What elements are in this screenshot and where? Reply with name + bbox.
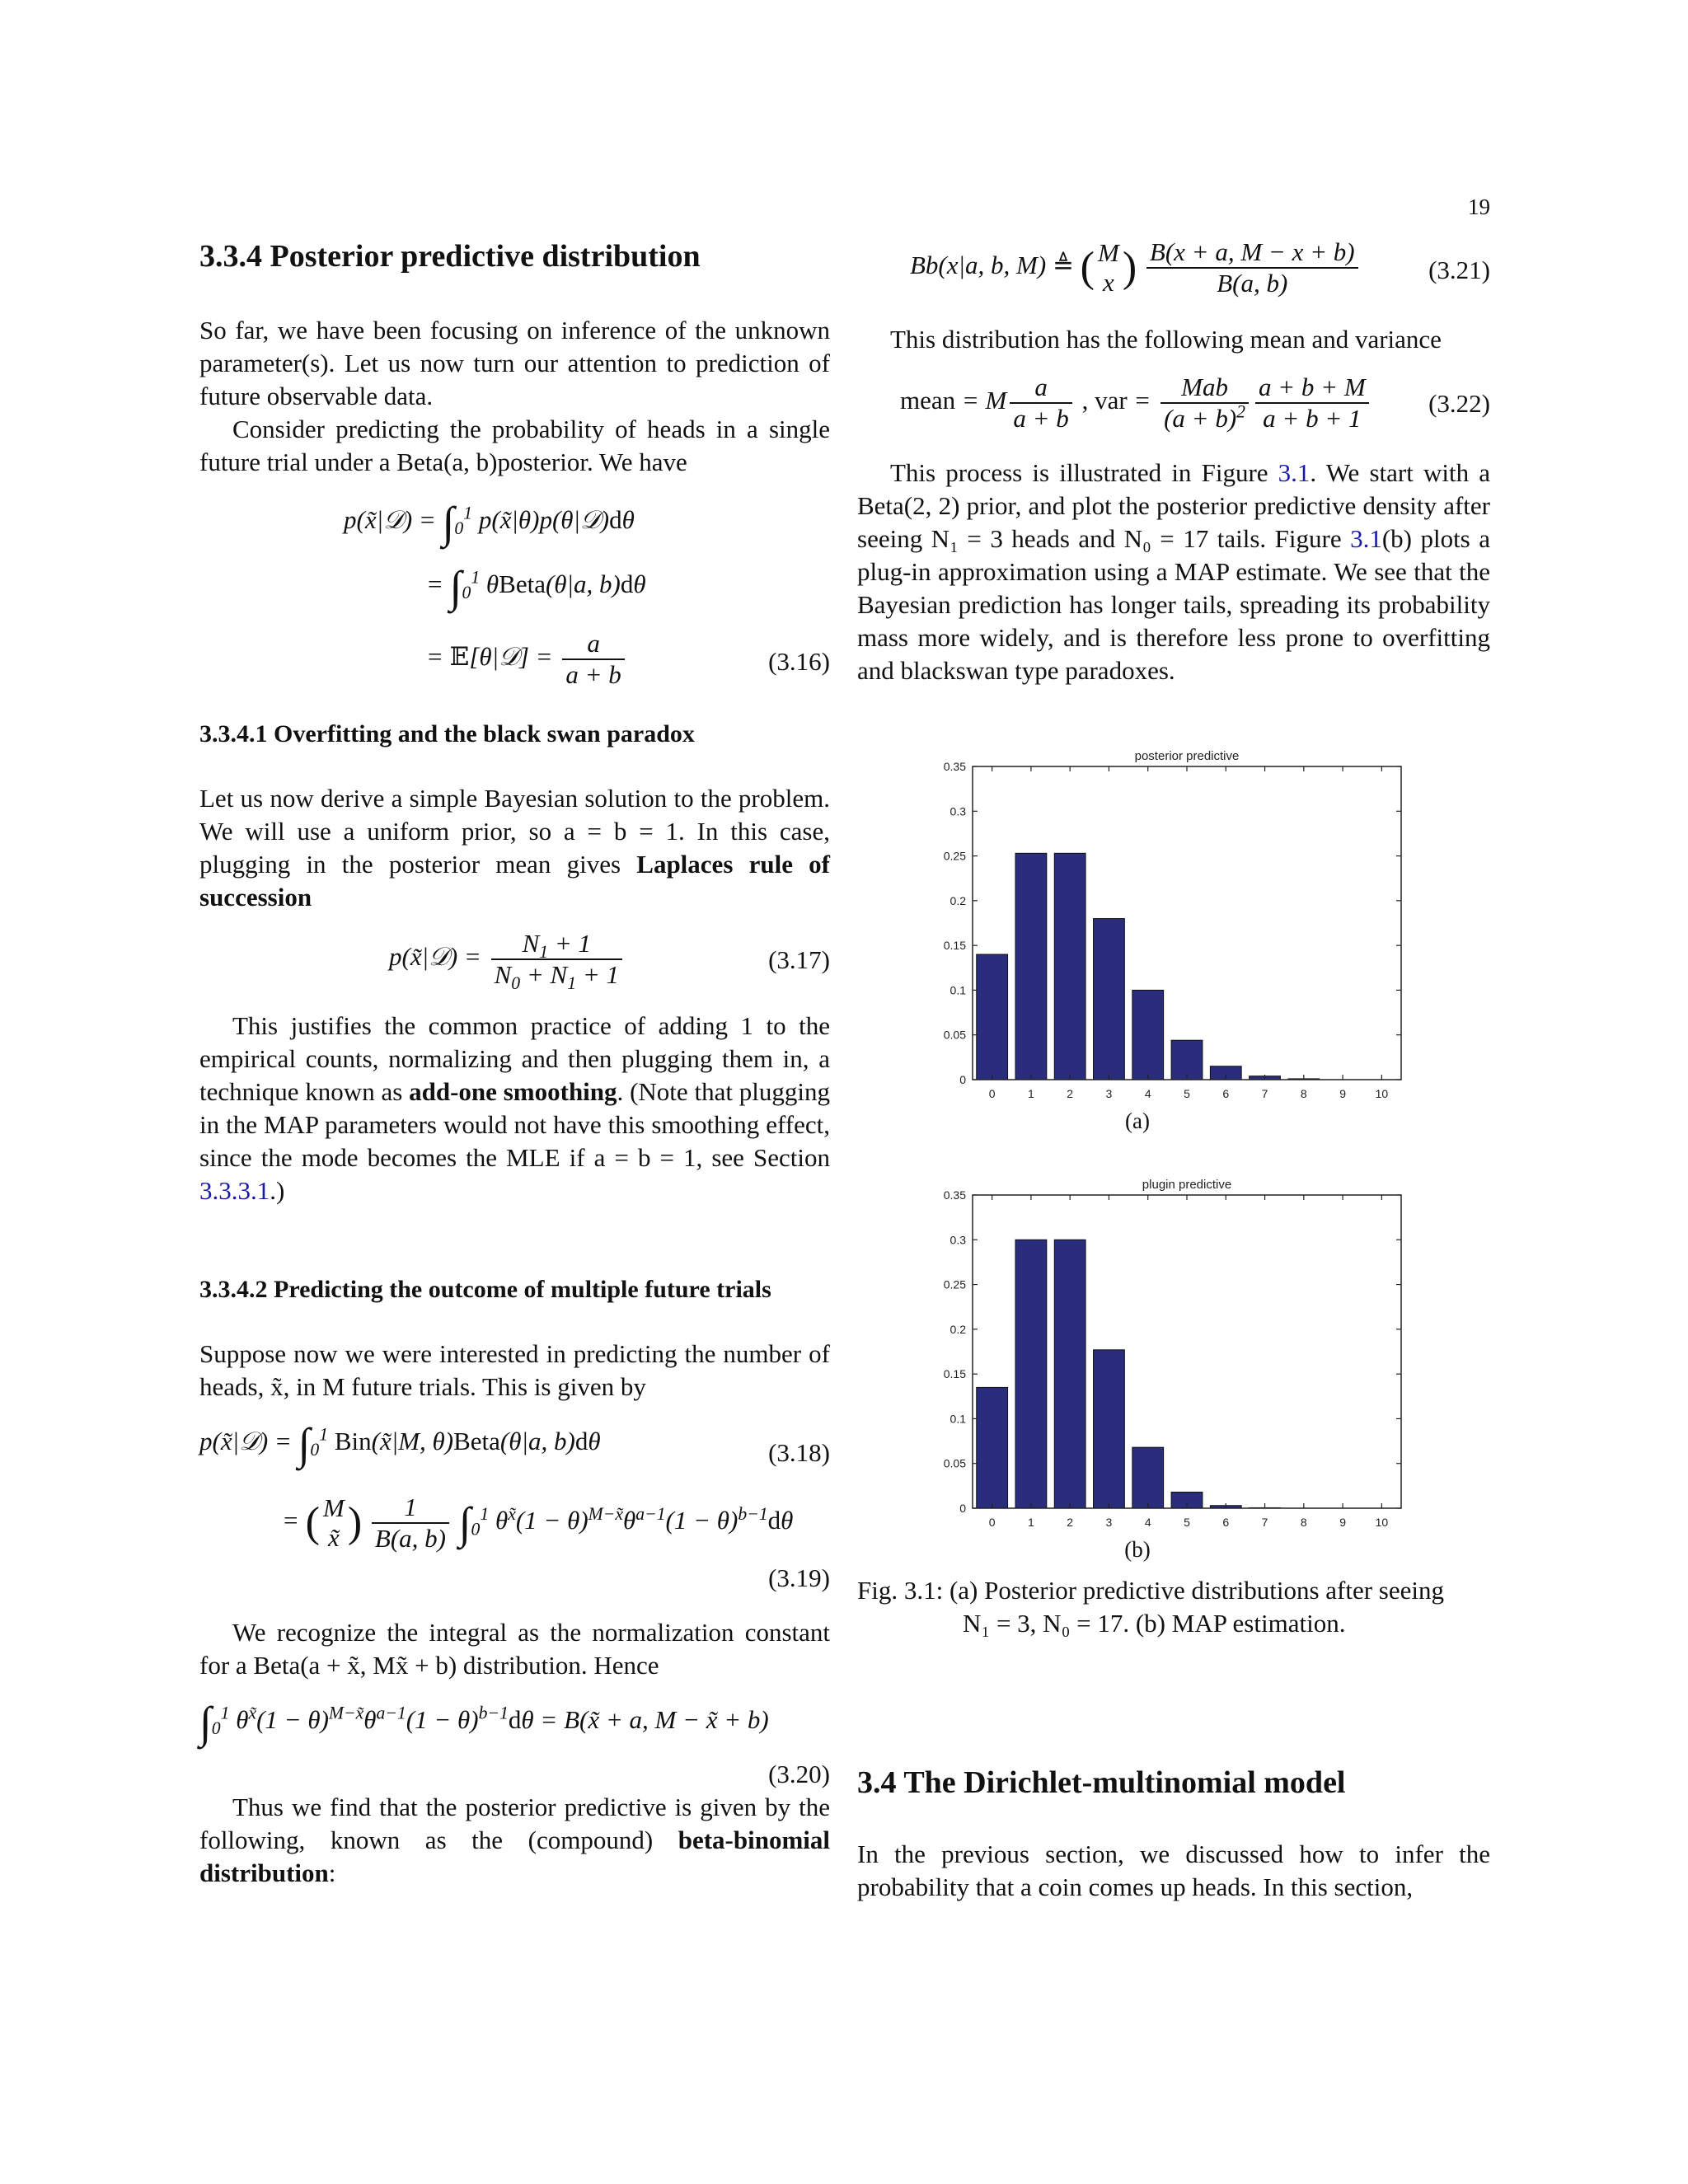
right-column — [857, 223, 1490, 1904]
y-tick-label: 0 — [959, 1073, 966, 1086]
figure-caption: Fig. 3.1: (a) Posterior predictive distributions after seeing N₁ = 3, N₀ = 17. (b) MAP estimation. — [857, 1576, 1444, 1638]
x-tick-label: 5 — [1184, 1087, 1190, 1100]
x-tick-label: 0 — [988, 1087, 996, 1100]
equation-3-22: mean = M $\frac{a}{a + b}$ , var = $\frac{\text{Mab}}{(a + b)^2}$ $\frac{a + b + M}{a + b + 1}$ (3.22) — [900, 373, 1490, 433]
subsection-title: 3.3.4.1 Overfitting and the black swan paradox — [199, 720, 695, 748]
x-tick-label: 5 — [1184, 1516, 1190, 1529]
paragraph: Let us now derive a simple Bayesian solution to the problem. We will use a uniform prior, so a = b = 1. In this case, plugging in the posterior mean gives Laplaces rule of succession — [199, 784, 830, 912]
bar — [977, 1387, 1008, 1508]
x-tick-label: 10 — [1375, 1516, 1389, 1529]
figure-link[interactable]: 3.1 — [1278, 458, 1311, 487]
bar — [1171, 1040, 1203, 1080]
y-tick-label: 0.15 — [943, 1367, 966, 1381]
paragraph: We recognize the integral as the normalization constant for a Beta(a + x̃, Mx̃ + b) distribution. Hence — [199, 1618, 830, 1680]
x-tick-label: 9 — [1339, 1516, 1346, 1529]
x-tick-label: 6 — [1222, 1516, 1230, 1529]
bar — [1054, 1240, 1085, 1508]
equation-number: (3.21) — [1428, 255, 1490, 284]
left-column — [199, 223, 830, 1890]
x-tick-label: 8 — [1300, 1516, 1307, 1529]
paragraph: Consider predicting the probability of heads in a single future trial under a Beta(a, b)posterior. We have — [199, 415, 830, 476]
paragraph: Thus we find that the posterior predictive is given by the following, known as the (compound) beta-binomial distribution: — [199, 1793, 830, 1887]
paragraph: This justifies the common practice of adding 1 to the empirical counts, normalizing and then plugging them in, a technique known as add-one smoothing. (Note that plugging in the MAP parameters would not have this smoothing effect, since the mode becomes the MLE if a = b = 1, see Section 3.3.3.1.) — [199, 1011, 831, 1205]
section-link[interactable]: 3.3.3.1 — [199, 1176, 270, 1205]
y-tick-label: 0.35 — [943, 760, 966, 773]
chart-posterior-predictive — [857, 717, 1418, 1113]
y-tick-label: 0.3 — [950, 1233, 966, 1247]
y-tick-label: 0.2 — [950, 893, 966, 907]
y-tick-label: 0 — [959, 1502, 966, 1515]
x-tick-label: 10 — [1375, 1087, 1389, 1100]
x-tick-label: 4 — [1144, 1087, 1151, 1100]
equation-number: (3.16) — [768, 647, 830, 676]
equation-number: (3.19) — [768, 1563, 830, 1592]
equation-3-21: Bb(x|a, b, M) ≜ ( M x ) $\frac{B(x + a, M - x + b)}{B(a, b)}$ (3.21) — [910, 237, 1490, 298]
equation-3-17: p(x̃|𝒟) = $\frac{N_1 + 1}{N_0 + N_1 + 1}$ (3.17) — [389, 929, 830, 994]
paragraph: This process is illustrated in Figure 3.1. We start with a Beta(2, 2) prior, and plot the posterior predictive density after seeing N₁ = 3 heads and N₀ = 17 tails. Figure 3.1(b) plots a plug-in approximation using a MAP estimate. We see that the Bayesian prediction has longer tails, spreading its probability mass more widely, and is therefore less prone to overfitting and blackswan type paradoxes. — [857, 458, 1490, 685]
x-tick-label: 6 — [1222, 1087, 1230, 1100]
bar — [1015, 853, 1047, 1080]
bar — [1094, 1350, 1125, 1508]
x-tick-label: 8 — [1300, 1087, 1307, 1100]
section-title: 3.3.4 Posterior predictive distribution — [199, 239, 701, 274]
equation-number: (3.20) — [768, 1760, 830, 1788]
equation-number: (3.17) — [768, 945, 830, 974]
equation-number: (3.22) — [1428, 389, 1490, 418]
bar — [1094, 919, 1125, 1080]
y-tick-label: 0.05 — [943, 1456, 966, 1470]
y-tick-label: 0.35 — [943, 1188, 966, 1202]
figure-link[interactable]: 3.1 — [1350, 524, 1382, 553]
y-tick-label: 0.25 — [943, 1277, 966, 1291]
x-tick-label: 2 — [1067, 1087, 1074, 1100]
chart-title: posterior predictive — [1134, 749, 1240, 763]
chart-title: plugin predictive — [1142, 1178, 1232, 1192]
panel-label-b: (b) — [1124, 1537, 1151, 1562]
subsection-title: 3.3.4.2 Predicting the outcome of multiple future trials — [199, 1276, 771, 1303]
x-tick-label: 0 — [988, 1516, 996, 1529]
panel-label-a: (a) — [1125, 1108, 1150, 1133]
paragraph: Suppose now we were interested in predicting the number of heads, x̃, in M future trials. This is given by — [199, 1339, 830, 1401]
x-tick-label: 7 — [1261, 1087, 1268, 1100]
equation-3-16: p(x̃|𝒟) = $\int_0^1$ p(x̃|θ)p(θ|𝒟)dθ = $\int_0^1$ θBeta(θ|a, b)dθ = 𝔼[θ|𝒟] = $\frac{a}{a + b}$ (3.16) — [344, 497, 830, 689]
y-tick-label: 0.05 — [943, 1028, 966, 1042]
chart-plugin-predictive — [857, 1146, 1418, 1541]
section-title: 3.4 The Dirichlet-multinomial model — [857, 1765, 1346, 1800]
bar — [1015, 1240, 1047, 1508]
y-tick-label: 0.25 — [943, 849, 966, 863]
x-tick-label: 9 — [1339, 1087, 1346, 1100]
y-tick-label: 0.2 — [950, 1322, 966, 1336]
equation-3-18-3-19: p(x̃|𝒟) = $\int_0^1$ Bin(x̃|M, θ)Beta(θ|a, b)dθ (3.18) = ( M x̃ ) $\frac{1}{B(a, b)}$ $\int_0^1$ $\theta^{x̃}(1 - \theta)^{M-x̃}\theta^{a-1}(1 - \theta)^{b-1}d\theta$ (3.19) — [199, 1420, 830, 1610]
x-tick-label: 4 — [1144, 1516, 1151, 1529]
paragraph: This distribution has the following mean and variance — [890, 325, 1442, 354]
y-tick-label: 0.15 — [943, 939, 966, 953]
equation-3-20: $\int_0^1$ $\theta^{x̃}(1 - \theta)^{M-x̃}\theta^{a-1}(1 - \theta)^{b-1}d\theta$ = B(x̃ + a, M − x̃ + b) (3.20) — [199, 1699, 830, 1791]
x-tick-label: 1 — [1028, 1087, 1034, 1100]
bar — [1132, 1447, 1164, 1508]
bar — [1132, 990, 1164, 1080]
figure-3-1 — [857, 717, 1490, 1640]
bar — [977, 954, 1008, 1080]
bar — [1054, 853, 1085, 1080]
x-tick-label: 3 — [1105, 1087, 1113, 1100]
y-tick-label: 0.1 — [950, 983, 966, 997]
equation-number: (3.18) — [768, 1438, 830, 1467]
paragraph: So far, we have been focusing on inference of the unknown parameter(s). Let us now turn our attention to prediction of future observable data. — [199, 316, 830, 410]
x-tick-label: 3 — [1105, 1516, 1113, 1529]
paragraph: In the previous section, we discussed how to infer the probability that a coin comes up heads. In this section, — [857, 1840, 1490, 1901]
y-tick-label: 0.3 — [950, 804, 966, 818]
x-tick-label: 7 — [1261, 1516, 1268, 1529]
x-tick-label: 1 — [1028, 1516, 1034, 1529]
page-number: 19 — [1468, 194, 1490, 219]
y-tick-label: 0.1 — [950, 1412, 966, 1426]
x-tick-label: 2 — [1067, 1516, 1074, 1529]
